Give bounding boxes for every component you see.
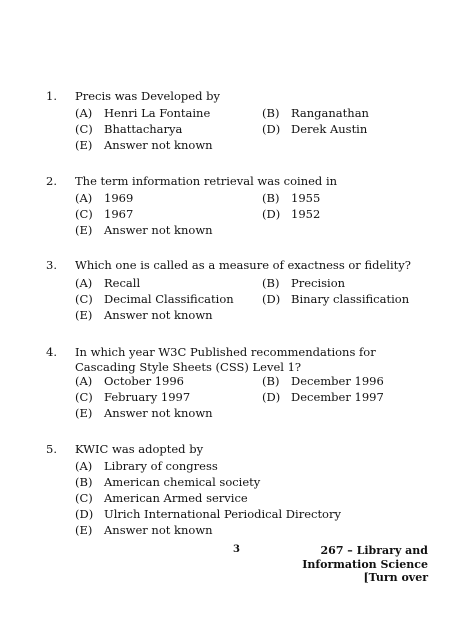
question-number: 1. bbox=[46, 89, 57, 103]
question-number: 5. bbox=[46, 442, 57, 456]
question-text: In which year W3C Published recommendations for Cascading Style Sheets (CSS) Level 1? bbox=[75, 345, 376, 374]
option-a: (A) Recall bbox=[75, 276, 141, 290]
option-d: (D) Ulrich International Periodical Directory bbox=[75, 507, 341, 521]
question-number: 2. bbox=[46, 174, 57, 188]
footer-line-2: Information Science bbox=[302, 557, 428, 571]
option-e: (E) Answer not known bbox=[75, 406, 213, 420]
page-number: 3 bbox=[233, 544, 240, 555]
option-b: (B) Ranganathan bbox=[262, 106, 369, 120]
question-text: The term information retrieval was coined in bbox=[75, 174, 338, 188]
question-number: 4. bbox=[46, 345, 57, 359]
option-b: (B) 1955 bbox=[262, 191, 321, 205]
footer-course-label bbox=[302, 544, 428, 585]
option-b: (B) American chemical society bbox=[75, 475, 261, 489]
option-d: (D) Derek Austin bbox=[262, 122, 368, 136]
option-d: (D) December 1997 bbox=[262, 390, 384, 404]
option-c: (C) Bhattacharya bbox=[75, 122, 183, 136]
question-text: KWIC was adopted by bbox=[75, 442, 204, 456]
footer-line-1: 267 – Library and bbox=[320, 544, 428, 557]
option-b: (B) Precision bbox=[262, 276, 346, 290]
option-e: (E) Answer not known bbox=[75, 138, 213, 152]
question-text: Precis was Developed by bbox=[75, 89, 220, 103]
option-e: (E) Answer not known bbox=[75, 523, 213, 537]
option-c: (C) 1967 bbox=[75, 207, 134, 221]
option-c: (C) Decimal Classification bbox=[75, 292, 234, 306]
option-a: (A) Henri La Fontaine bbox=[75, 106, 211, 120]
option-a: (A) 1969 bbox=[75, 191, 134, 205]
option-e: (E) Answer not known bbox=[75, 223, 213, 237]
option-d: (D) Binary classification bbox=[262, 292, 410, 306]
footer-line-3: [Turn over bbox=[363, 571, 428, 584]
option-a: (A) October 1996 bbox=[75, 374, 185, 388]
option-a: (A) Library of congress bbox=[75, 459, 218, 473]
option-b: (B) December 1996 bbox=[262, 374, 384, 388]
option-d: (D) 1952 bbox=[262, 207, 321, 221]
option-c: (C) American Armed service bbox=[75, 491, 248, 505]
option-c: (C) February 1997 bbox=[75, 390, 191, 404]
question-number: 3. bbox=[46, 258, 57, 272]
question-text: Which one is called as a measure of exactness or fidelity? bbox=[75, 258, 411, 272]
option-e: (E) Answer not known bbox=[75, 308, 213, 322]
